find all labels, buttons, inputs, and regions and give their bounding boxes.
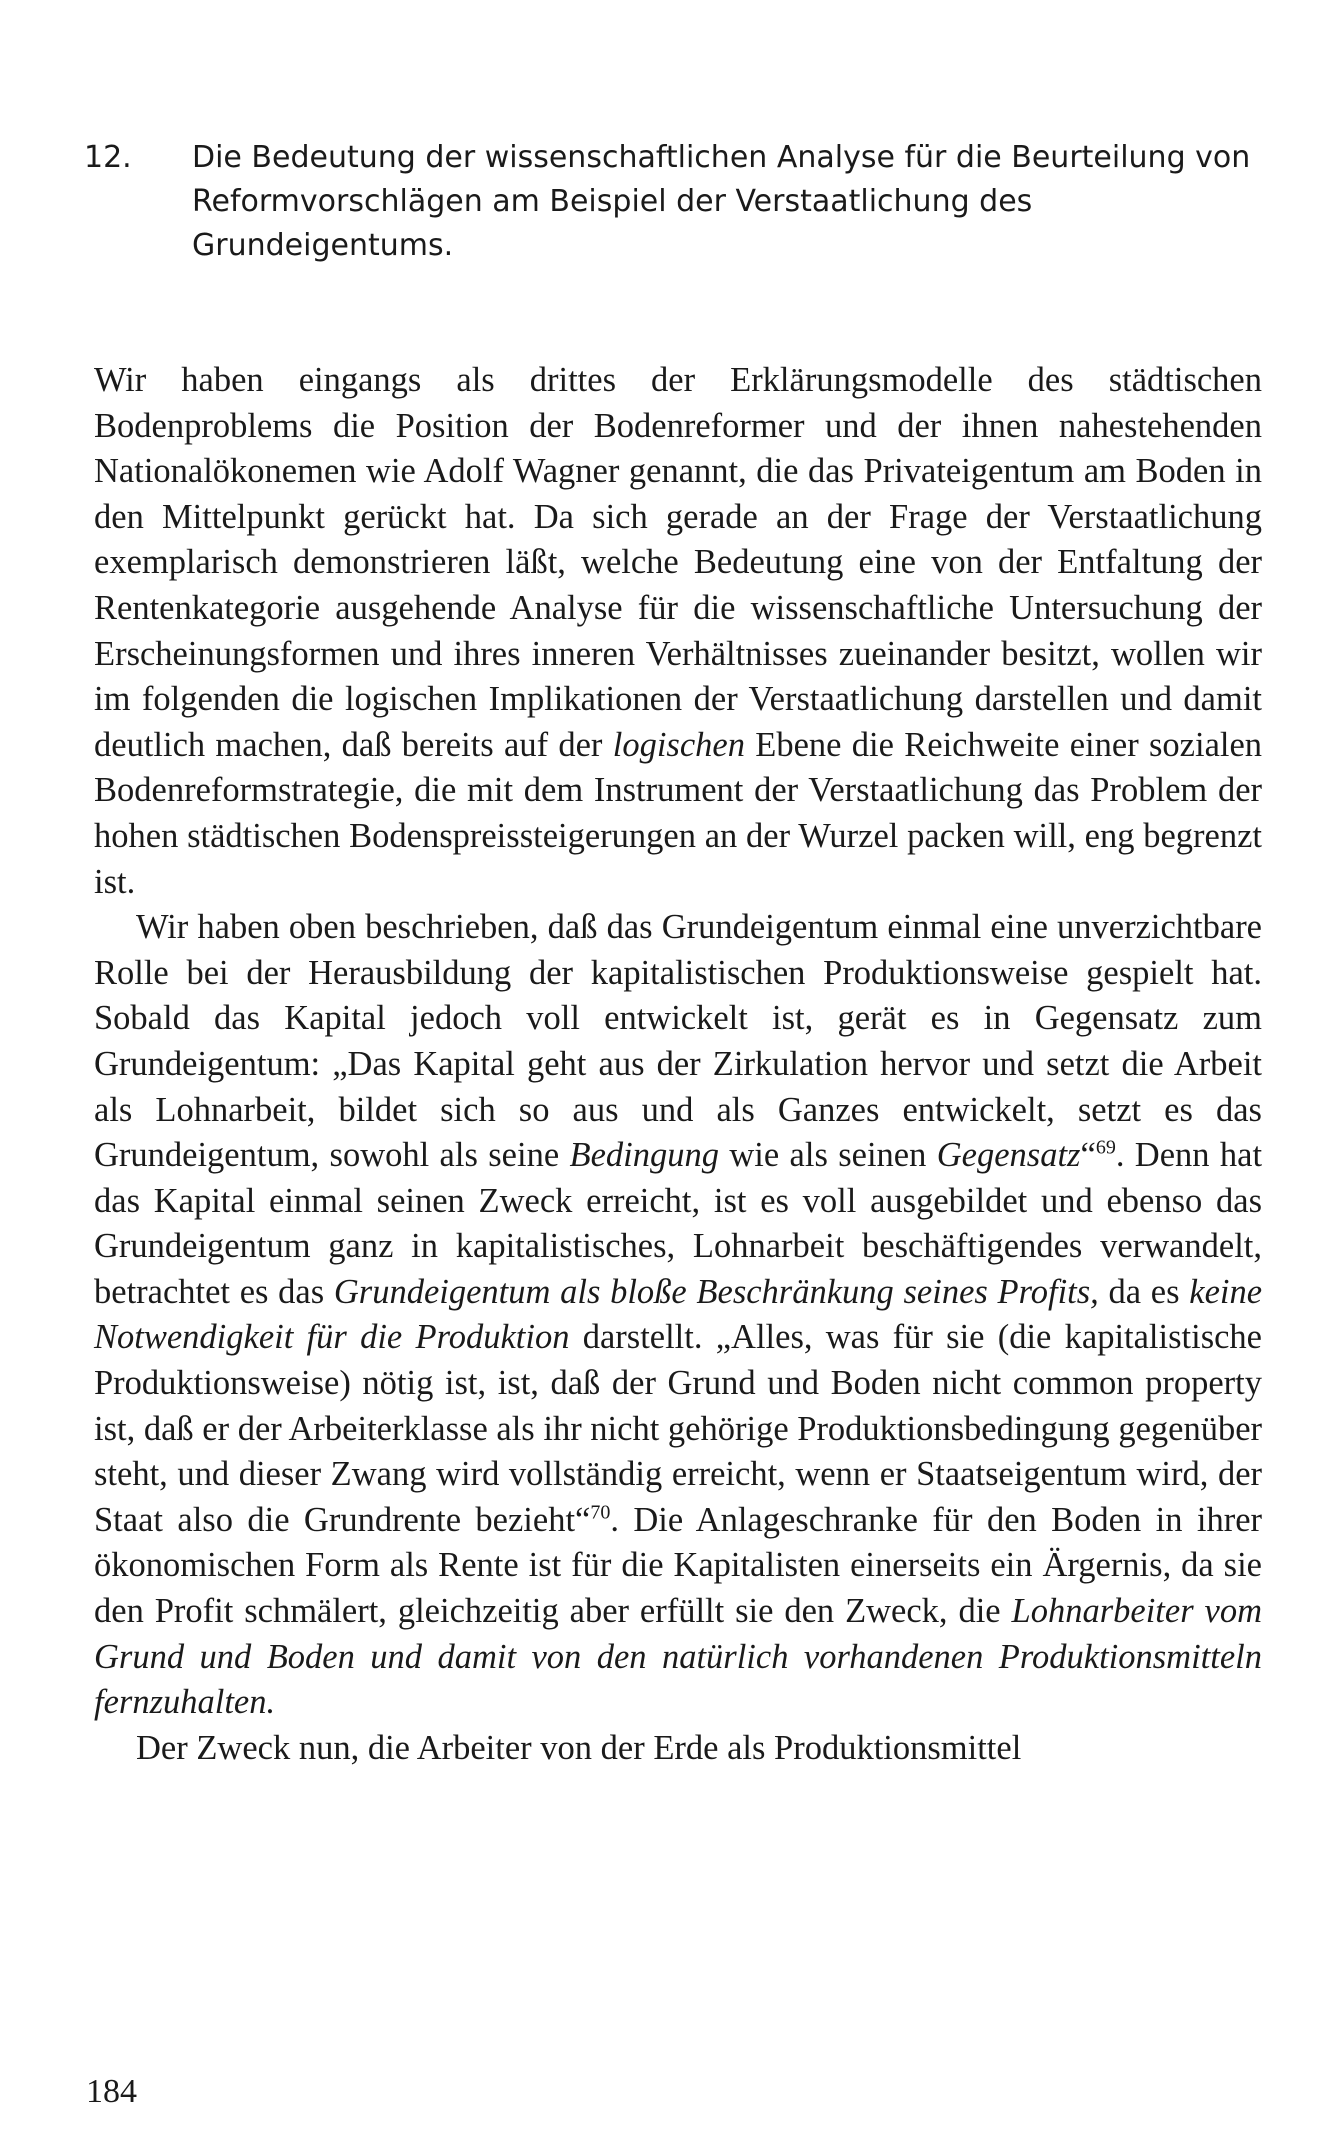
page-number: 184 [86, 2073, 137, 2110]
paragraph-1-emphasis: logischen [612, 725, 745, 764]
paragraph-2-emphasis-gegensatz: Gegensatz [936, 1136, 1081, 1175]
section-number: 12. [84, 140, 132, 175]
body-text [94, 358, 1262, 1771]
paragraph-2-text-c: . Denn hat das Kapital einmal seinen Zweck erreicht, ist es voll ausgebildet und ebenso das Grundeigentum ganz in kapitalistisches, Lohnarbeit beschäftigendes verwandelt, betrachtet es das [94, 1136, 1263, 1311]
paragraph-2-emphasis-beschraenkung: Grundeigentum als bloße Beschränkung seines Profits, [333, 1272, 1099, 1311]
paragraph-2-text-b: wie als seinen [729, 1136, 927, 1175]
paragraph-1-text-b: Ebene die Reichweite einer sozialen Bodenreformstrategie, die mit dem Instrument der Verstaatlichung das Problem der hohen städtischen Bodenspreissteigerungen an der Wurzel packen will, eng begrenzt ist. [94, 725, 1263, 901]
footnote-ref-69: 69 [1095, 1136, 1116, 1159]
paragraph-2-text-e: darstellt. „Alles, was für sie (die kapitalistische Produktionsweise) nötig ist, ist, daß der Grund und Boden nicht common property ist, daß er der Arbeiterklasse als ihr nicht gehörige Produktionsbedingung gegenüber steht, und dieser Zwang wird vollständig erreicht, wenn er Staatseigentum wird, der Staat also die Grundrente bezieht“ [94, 1318, 1262, 1539]
paragraph-1-text-a: Wir haben eingangs als drittes der Erklärungsmodelle des städtischen Bodenproblems die Position der Bodenreformer und der ihnen nahestehenden Nationalökonemen wie Adolf Wagner genannt, die das Privateigentum am Boden in den Mittelpunkt gerückt hat. Da sich gerade an der Frage der Verstaatlichung exemplarisch demonstrieren läßt, welche Bedeutung eine von der Entfaltung der Rentenkategorie ausgehende Analyse für die wissenschaftliche Untersuchung der Erscheinungsformen und ihres inneren Verhältnisses zueinander besitzt, wollen wir im folgenden die logischen Implikationen der Verstaatlichung darstellen und damit deutlich machen, daß bereits auf der [94, 361, 1262, 764]
paragraph-2-text-d: da es [1108, 1272, 1180, 1311]
paragraph-2-emphasis-notwendigkeit: keine Notwendigkeit für die Produktion [94, 1272, 1263, 1357]
paragraph-2-emphasis-bedingung: Bedingung [569, 1136, 719, 1175]
paragraph-2 [94, 905, 1262, 1726]
section-title: Die Bedeutung der wissenschaftlichen Analyse für die Beurteilung von Reformvorschlägen am Beispiel der Verstaatlichung des Grundeigentums. [192, 140, 1251, 263]
paragraph-2-emphasis-lohnarbeiter: Lohnarbeiter vom Grund und Boden und damit von den natürlich vorhandenen Produktionsmitteln fernzuhalten. [94, 1592, 1262, 1722]
footnote-ref-70: 70 [590, 1501, 611, 1524]
closing-quote: “ [1080, 1136, 1096, 1175]
paragraph-2-text-f: . Die Anlageschranke für den Boden in ihrer ökonomischen Form als Rente ist für die Kapitalisten einerseits ein Ärgernis, da sie den Profit schmälert, gleichzeitig aber erfüllt sie den Zweck, die [94, 1500, 1262, 1631]
paragraph-2-text-a: Wir haben oben beschrieben, daß das Grundeigentum einmal eine unverzichtbare Rolle bei der Herausbildung der kapitalistischen Produktionsweise gespielt hat. Sobald das Kapital jedoch voll entwickelt ist, gerät es in Gegensatz zum Grundeigentum: „Das Kapital geht aus der Zirkulation hervor und setzt die Arbeit als Lohnarbeit, bildet sich so aus und als Ganzes entwickelt, setzt es das Grundeigentum, sowohl als seine [94, 908, 1262, 1175]
paragraph-1 [94, 358, 1262, 905]
paragraph-3: Der Zweck nun, die Arbeiter von der Erde als Produktionsmittel [136, 1728, 1022, 1767]
section-heading [84, 136, 1264, 268]
